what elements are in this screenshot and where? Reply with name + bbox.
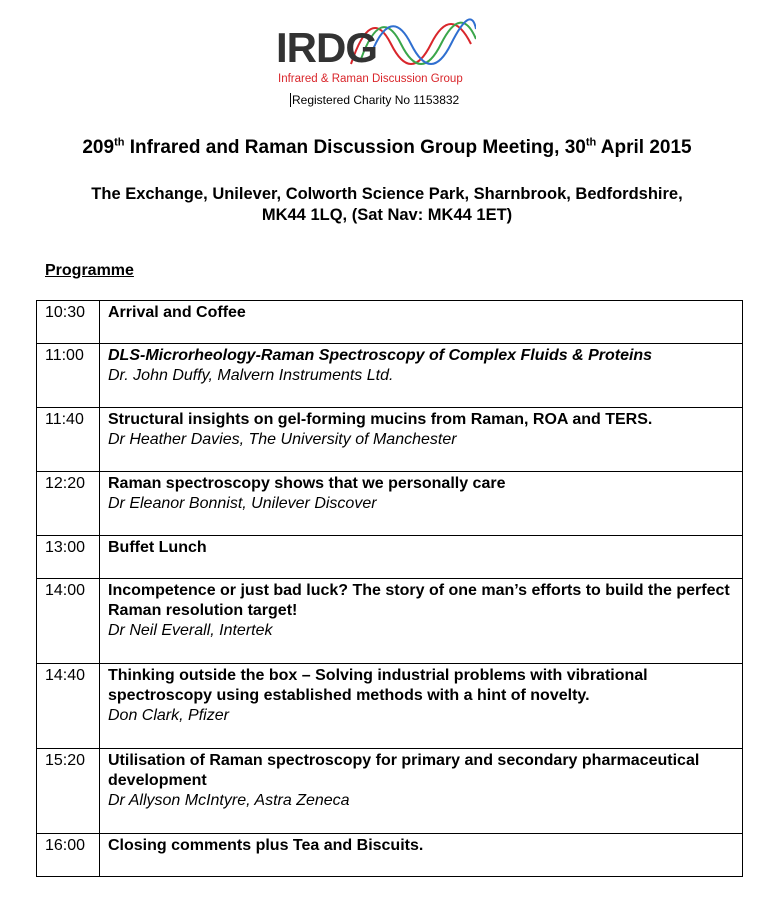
session-title: Arrival and Coffee [108, 304, 246, 321]
time: 14:40 [37, 664, 100, 749]
table-row [37, 579, 743, 664]
session-title: Closing comments plus Tea and Biscuits. [108, 837, 424, 854]
time: 13:00 [37, 536, 100, 579]
speaker: Dr. John Duffy, Malvern Instruments Ltd. [108, 367, 394, 384]
title-end: April 2015 [596, 137, 692, 158]
programme-heading: Programme [45, 262, 134, 279]
session-title: DLS-Microrheology-Raman Spectroscopy of Complex Fluids & Proteins [108, 347, 653, 364]
venue-line: The Exchange, Unilever, Colworth Science Park, Sharnbrook, Bedfordshire, [91, 185, 683, 203]
session-title: Buffet Lunch [108, 539, 207, 556]
table-row [37, 472, 743, 536]
session [100, 579, 743, 664]
table-row [37, 536, 743, 579]
venue-line: MK44 1LQ, (Sat Nav: MK44 1ET) [261, 206, 513, 224]
title-sup: th [114, 136, 125, 149]
venue [0, 184, 774, 226]
session [100, 408, 743, 472]
table-row [37, 408, 743, 472]
session [100, 301, 743, 344]
logo-text: IRDG [276, 24, 377, 71]
irdg-logo [276, 14, 476, 89]
speaker: Dr Eleanor Bonnist, Unilever Discover [108, 495, 377, 512]
logo-subtitle: Infrared & Raman Discussion Group [278, 73, 463, 85]
time: 11:40 [37, 408, 100, 472]
time: 10:30 [37, 301, 100, 344]
programme-table [36, 300, 743, 877]
table-row [37, 834, 743, 877]
time: 14:00 [37, 579, 100, 664]
charity-number: Registered Charity No 1153832 [292, 93, 460, 107]
session-title: Structural insights on gel-forming mucins from Raman, ROA and TERS. [108, 411, 653, 428]
time: 11:00 [37, 344, 100, 408]
table-row [37, 301, 743, 344]
session-title: Thinking outside the box – Solving industrial problems with vibrational spectroscopy using established methods with a hint of novelty. [108, 667, 648, 704]
table-row [37, 664, 743, 749]
session [100, 749, 743, 834]
title-main: Infrared and Raman Discussion Group Meeting, 30 [124, 137, 586, 158]
time: 16:00 [37, 834, 100, 877]
speaker: Dr Heather Davies, The University of Manchester [108, 431, 457, 448]
title-number: 209 [82, 137, 115, 158]
speaker: Dr Allyson McIntyre, Astra Zeneca [108, 792, 350, 809]
speaker: Dr Neil Everall, Intertek [108, 622, 273, 639]
time: 15:20 [37, 749, 100, 834]
session-title: Incompetence or just bad luck? The story of one man’s efforts to build the perfect Raman resolution target! [108, 582, 730, 619]
session [100, 344, 743, 408]
table-row [37, 344, 743, 408]
session [100, 536, 743, 579]
page-title [0, 136, 774, 160]
session [100, 664, 743, 749]
title-sup: th [585, 136, 597, 149]
time: 12:20 [37, 472, 100, 536]
session-title: Utilisation of Raman spectroscopy for primary and secondary pharmaceutical development [108, 752, 700, 789]
table-row [37, 749, 743, 834]
session-title: Raman spectroscopy shows that we personally care [108, 475, 506, 492]
session [100, 472, 743, 536]
speaker: Don Clark, Pfizer [108, 707, 229, 724]
session [100, 834, 743, 877]
